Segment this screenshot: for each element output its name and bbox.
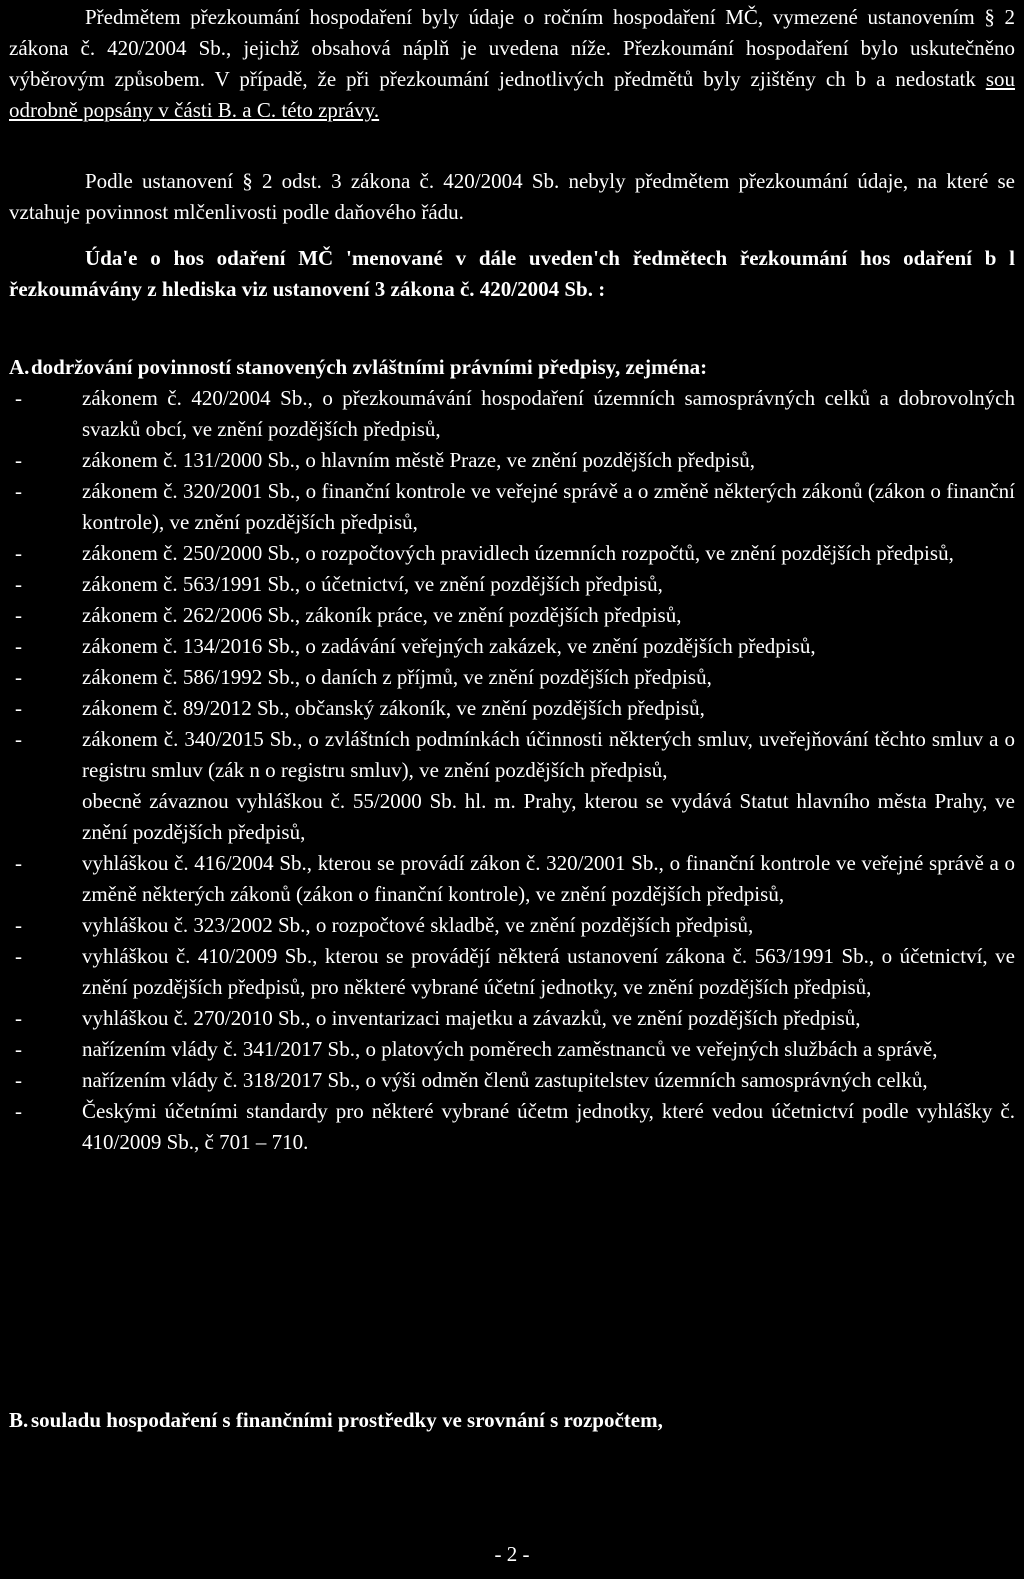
list-dash: - xyxy=(15,727,22,751)
list-dash: - xyxy=(15,634,22,658)
list-item xyxy=(9,538,1015,569)
list-dash: - xyxy=(15,1068,22,1092)
list-item xyxy=(9,941,1015,1003)
list-item xyxy=(9,476,1015,538)
list-item xyxy=(9,848,1015,910)
list-item xyxy=(9,600,1015,631)
list-dash: - xyxy=(15,448,22,472)
list-item-text: vyhláškou č. 416/2004 Sb., kterou se provádí zákon č. 320/2001 Sb., o finanční kontrole ve veřejné správě a o změně některých zákonů (zákon o finanční kontrole), ve znění pozdějších předpisů, xyxy=(82,851,1015,906)
list-dash: - xyxy=(15,1037,22,1061)
section-a-title: dodržování povinností stanovených zvláštními právními předpisy, zejména: xyxy=(31,355,708,379)
list-item xyxy=(9,1034,1015,1065)
list-dash: - xyxy=(15,1006,22,1030)
section-b xyxy=(9,1405,1015,1436)
section-a-heading xyxy=(9,352,1015,383)
section-a-marker: A. xyxy=(9,355,30,379)
list-dash: - xyxy=(15,572,22,596)
list-item-text: nařízením vlády č. 318/2017 Sb., o výši odměn členů zastupitelstev územních samosprávných celků, xyxy=(82,1068,928,1092)
list-dash: - xyxy=(15,696,22,720)
page-number: - 2 - xyxy=(494,1542,530,1566)
list-item-text: zákonem č. 131/2000 Sb., o hlavním městě Praze, ve znění pozdějších předpisů, xyxy=(82,448,755,472)
intro-paragraph-2 xyxy=(9,166,1015,228)
list-dash: - xyxy=(15,913,22,937)
section-a xyxy=(9,352,1015,1158)
list-item-text: zákonem č. 134/2016 Sb., o zadávání veřejných zakázek, ve znění pozdějších předpisů, xyxy=(82,634,816,658)
list-item-text: obecně závaznou vyhláškou č. 55/2000 Sb. hl. m. Prahy, kterou se vydává Statut hlavního města Prahy, ve znění pozdějších předpisů, xyxy=(82,789,1015,844)
intro-paragraph-3 xyxy=(9,243,1015,305)
law-list xyxy=(9,383,1015,1158)
list-item xyxy=(9,724,1015,786)
list-item xyxy=(9,1065,1015,1096)
list-item xyxy=(9,662,1015,693)
list-item xyxy=(9,631,1015,662)
list-item xyxy=(9,1096,1015,1158)
intro-text-2: Podle ustanovení § 2 odst. 3 zákona č. 420/2004 Sb. nebyly předmětem přezkoumání údaje, na které se vztahuje povinnost mlčenlivosti podle daňového řádu. xyxy=(9,169,1015,224)
list-item-text: zákonem č. 320/2001 Sb., o finanční kontrole ve veřejné správě a o změně některých zákonů (zákon o finanční kontrole), ve znění pozdějších předpisů, xyxy=(82,479,1015,534)
list-dash: - xyxy=(15,944,22,968)
list-item xyxy=(9,383,1015,445)
intro-text-main: Předmětem přezkoumání hospodaření byly údaje o ročním hospodaření MČ, vymezené ustanovením § 2 zákona č. 420/2004 Sb., jejichž obsahová náplň je uvedena níže. Přezkoumání hospodaření bylo uskutečněno výběrovým způsobem. V případě, že při přezkoumání jednotlivých předmětů byly zjištěny ch b a nedostatk xyxy=(9,5,1015,91)
list-dash: - xyxy=(15,479,22,503)
list-item-text: zákonem č. 420/2004 Sb., o přezkoumávání hospodaření územních samosprávných celků a dobrovolných svazků obcí, ve znění pozdějších předpisů, xyxy=(82,386,1015,441)
list-item xyxy=(9,569,1015,600)
list-dash: - xyxy=(15,386,22,410)
list-item xyxy=(9,693,1015,724)
list-item xyxy=(9,1003,1015,1034)
list-dash xyxy=(9,786,82,848)
list-item xyxy=(9,445,1015,476)
section-b-heading xyxy=(9,1405,1015,1436)
list-dash: - xyxy=(15,541,22,565)
list-item-text: vyhláškou č. 323/2002 Sb., o rozpočtové skladbě, ve znění pozdějších předpisů, xyxy=(82,913,754,937)
list-item-text: vyhláškou č. 410/2009 Sb., kterou se provádějí některá ustanovení zákona č. 563/1991 Sb., o účetnictví, ve znění pozdějších předpisů, pro některé vybrané účetní jednotky, ve znění pozdějších předpisů, xyxy=(82,944,1015,999)
section-b-marker: B. xyxy=(9,1408,29,1432)
section-b-title: souladu hospodaření s finančními prostředky ve srovnání s rozpočtem, xyxy=(31,1408,663,1432)
list-item xyxy=(9,786,1015,848)
list-item-text: zákonem č. 340/2015 Sb., o zvláštních podmínkách účinnosti některých smluv, uveřejňování těchto smluv a o registru smluv (zák n o registru smluv), ve znění pozdějších předpisů, xyxy=(82,727,1015,782)
list-item-text: zákonem č. 89/2012 Sb., občanský zákoník, ve znění pozdějších předpisů, xyxy=(82,696,705,720)
list-dash: - xyxy=(15,851,22,875)
list-item-text: zákonem č. 250/2000 Sb., o rozpočtových pravidlech územních rozpočtů, ve znění pozdějších předpisů, xyxy=(82,541,954,565)
list-item-text: nařízením vlády č. 341/2017 Sb., o platových poměrech zaměstnanců ve veřejných službách a správě, xyxy=(82,1037,938,1061)
list-item-text: zákonem č. 586/1992 Sb., o daních z příjmů, ve znění pozdějších předpisů, xyxy=(82,665,712,689)
intro-paragraph-1 xyxy=(9,2,1015,126)
list-dash: - xyxy=(15,603,22,627)
list-item-text: vyhláškou č. 270/2010 Sb., o inventarizaci majetku a závazků, ve znění pozdějších předpisů, xyxy=(82,1006,861,1030)
list-item-text: zákonem č. 262/2006 Sb., zákoník práce, ve znění pozdějších předpisů, xyxy=(82,603,682,627)
list-item xyxy=(9,910,1015,941)
list-dash: - xyxy=(15,665,22,689)
intro-text-tail: sou odrobně popsány v části B. a C. této zprávy. xyxy=(9,67,1015,122)
list-item-text: Českými účetními standardy pro některé vybrané účetm jednotky, které vedou účetnictví podle vyhlášky č. 410/2009 Sb., č 701 – 710. xyxy=(82,1099,1015,1154)
list-dash: - xyxy=(15,1099,22,1123)
intro-text-3: Úda'e o hos odaření MČ 'menované v dále uveden'ch ředmětech řezkoumání hos odaření b l řezkoumávány z hlediska viz ustanovení 3 zákona č. 420/2004 Sb. : xyxy=(9,246,1015,301)
list-item-text: zákonem č. 563/1991 Sb., o účetnictví, ve znění pozdějších předpisů, xyxy=(82,572,663,596)
